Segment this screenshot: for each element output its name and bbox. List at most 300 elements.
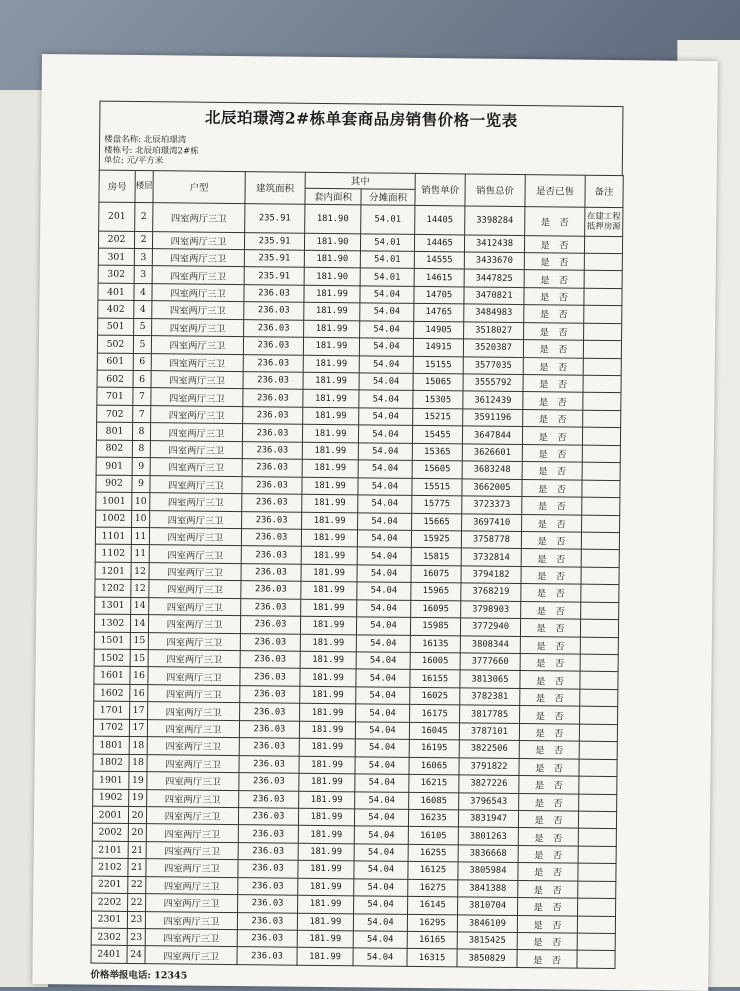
header-unit-price: 销售单价 xyxy=(415,173,465,206)
cell-price: 16165 xyxy=(407,931,457,949)
cell-total: 3813065 xyxy=(460,670,520,688)
document-meta xyxy=(99,132,623,175)
cell-sold: 是 否 xyxy=(518,898,578,916)
cell-room: 1502 xyxy=(94,649,130,667)
cell-floor: 6 xyxy=(133,353,151,371)
cell-total: 3798903 xyxy=(461,601,521,619)
cell-total: 3697410 xyxy=(462,513,522,531)
cell-floor: 22 xyxy=(128,876,146,894)
cell-total: 3398284 xyxy=(465,205,525,235)
cell-remark xyxy=(582,427,620,445)
unit-value: 元/平方米 xyxy=(126,155,164,167)
cell-total: 3768219 xyxy=(461,583,521,601)
cell-price: 16125 xyxy=(408,862,458,880)
cell-remark xyxy=(578,863,616,881)
cell-room: 301 xyxy=(98,248,134,266)
cell-shared: 54.04 xyxy=(354,809,408,827)
cell-inner: 181.99 xyxy=(304,303,360,321)
cell-inner: 181.99 xyxy=(302,425,358,443)
cell-total: 3626601 xyxy=(462,444,522,462)
cell-room: 602 xyxy=(97,370,133,388)
cell-price: 16295 xyxy=(407,914,457,932)
cell-inner: 181.99 xyxy=(300,634,356,652)
cell-area: 236.03 xyxy=(240,685,300,703)
cell-floor: 22 xyxy=(128,894,146,912)
cell-floor: 12 xyxy=(131,580,149,598)
cell-sold: 是 否 xyxy=(518,810,578,828)
cell-price: 15985 xyxy=(410,618,460,636)
cell-inner: 181.99 xyxy=(298,878,354,896)
cell-sold: 是 否 xyxy=(524,270,584,288)
cell-sold: 是 否 xyxy=(524,305,584,323)
cell-price: 16025 xyxy=(410,687,460,705)
cell-remark xyxy=(579,741,617,759)
cell-type: 四室两厅三卫 xyxy=(146,841,238,859)
cell-room: 401 xyxy=(98,283,134,301)
cell-floor: 4 xyxy=(134,301,152,319)
cell-type: 四室两厅三卫 xyxy=(149,597,241,615)
cell-total: 3683248 xyxy=(462,461,522,479)
cell-remark xyxy=(578,846,616,864)
cell-area: 236.03 xyxy=(242,476,302,494)
cell-area: 236.03 xyxy=(239,773,299,791)
cell-type: 四室两厅三卫 xyxy=(150,493,242,511)
cell-inner: 181.99 xyxy=(299,756,355,774)
cell-area: 236.03 xyxy=(242,459,302,477)
cell-shared: 54.04 xyxy=(359,390,413,408)
cell-floor: 16 xyxy=(130,667,148,685)
cell-type: 四室两厅三卫 xyxy=(146,894,238,912)
cell-shared: 54.04 xyxy=(356,687,410,705)
cell-type: 四室两厅三卫 xyxy=(153,202,245,232)
cell-sold: 是 否 xyxy=(520,636,580,654)
cell-remark xyxy=(578,811,616,829)
cell-room: 2202 xyxy=(92,893,128,911)
cell-area: 236.03 xyxy=(241,598,301,616)
cell-remark xyxy=(582,497,620,515)
cell-area: 236.03 xyxy=(244,302,304,320)
cell-room: 202 xyxy=(98,231,134,249)
cell-area: 236.03 xyxy=(237,912,297,930)
cell-remark xyxy=(584,236,622,254)
cell-type: 四室两厅三卫 xyxy=(151,388,243,406)
cell-area: 236.03 xyxy=(242,424,302,442)
cell-area: 236.03 xyxy=(243,337,303,355)
cell-area: 236.03 xyxy=(243,354,303,372)
cell-room: 2101 xyxy=(92,841,128,859)
cell-shared: 54.04 xyxy=(356,652,410,670)
cell-area: 236.03 xyxy=(241,581,301,599)
header-shared-area: 分摊面积 xyxy=(361,188,415,205)
cell-type: 四室两厅三卫 xyxy=(150,423,242,441)
cell-area: 236.03 xyxy=(241,529,301,547)
cell-area: 236.03 xyxy=(238,860,298,878)
cell-total: 3518027 xyxy=(464,322,524,340)
cell-room: 502 xyxy=(97,335,133,353)
cell-sold: 是 否 xyxy=(518,828,578,846)
cell-shared: 54.04 xyxy=(359,408,413,426)
cell-total: 3447825 xyxy=(464,269,524,287)
cell-total: 3822506 xyxy=(459,740,519,758)
cell-sold: 是 否 xyxy=(524,235,584,253)
cell-sold: 是 否 xyxy=(521,601,581,619)
cell-remark xyxy=(579,759,617,777)
cell-sold: 是 否 xyxy=(520,654,580,672)
cell-area: 236.03 xyxy=(238,842,298,860)
cell-floor: 14 xyxy=(130,615,148,633)
cell-shared: 54.04 xyxy=(358,443,412,461)
cell-type: 四室两厅三卫 xyxy=(151,371,243,389)
cell-price: 16045 xyxy=(409,722,459,740)
cell-total: 3831947 xyxy=(458,810,518,828)
cell-remark xyxy=(581,602,619,620)
cell-remark xyxy=(584,323,622,341)
table-body xyxy=(91,202,623,969)
cell-price: 15365 xyxy=(412,443,462,461)
project-value: 北辰珀璟湾 xyxy=(143,135,187,146)
cell-room: 2201 xyxy=(92,876,128,894)
cell-sold: 是 否 xyxy=(524,287,584,305)
cell-shared: 54.04 xyxy=(355,722,409,740)
cell-area: 236.03 xyxy=(237,930,297,948)
cell-price: 15215 xyxy=(413,408,463,426)
cell-shared: 54.04 xyxy=(354,861,408,879)
cell-area: 236.03 xyxy=(240,616,300,634)
cell-floor: 23 xyxy=(127,928,145,946)
cell-floor: 6 xyxy=(133,370,151,388)
cell-type: 四室两厅三卫 xyxy=(149,545,241,563)
cell-floor: 7 xyxy=(133,405,151,423)
cell-floor: 2 xyxy=(134,231,152,249)
cell-price: 15515 xyxy=(412,478,462,496)
cell-price: 16085 xyxy=(409,792,459,810)
cell-inner: 181.99 xyxy=(302,459,358,477)
cell-remark xyxy=(582,480,620,498)
cell-room: 1901 xyxy=(93,771,129,789)
cell-floor: 14 xyxy=(131,597,149,615)
cell-inner: 181.99 xyxy=(297,948,353,966)
cell-shared: 54.04 xyxy=(355,791,409,809)
cell-room: 2001 xyxy=(92,806,128,824)
cell-type: 四室两厅三卫 xyxy=(150,475,242,493)
cell-total: 3433670 xyxy=(464,252,524,270)
header-inner-area: 套内面积 xyxy=(305,188,361,205)
cell-area: 236.03 xyxy=(241,546,301,564)
cell-floor: 3 xyxy=(134,266,152,284)
cell-floor: 8 xyxy=(132,423,150,441)
cell-sold: 是 否 xyxy=(520,706,580,724)
cell-floor: 15 xyxy=(130,632,148,650)
cell-room: 2301 xyxy=(91,911,127,929)
cell-shared: 54.04 xyxy=(360,303,414,321)
cell-floor: 3 xyxy=(134,248,152,266)
cell-room: 1801 xyxy=(93,736,129,754)
cell-floor: 24 xyxy=(127,946,145,964)
cell-area: 236.03 xyxy=(238,808,298,826)
cell-price: 16235 xyxy=(408,809,458,827)
price-sheet-paper xyxy=(32,54,718,991)
cell-type: 四室两厅三卫 xyxy=(152,231,244,249)
cell-type: 四室两厅三卫 xyxy=(151,406,243,424)
cell-price: 14915 xyxy=(413,339,463,357)
cell-inner: 181.90 xyxy=(304,250,360,268)
cell-sold: 是 否 xyxy=(519,741,579,759)
cell-inner: 181.99 xyxy=(300,704,356,722)
cell-room: 1301 xyxy=(95,597,131,615)
cell-inner: 181.99 xyxy=(301,547,357,565)
cell-price: 16095 xyxy=(411,600,461,618)
cell-total: 3810704 xyxy=(458,897,518,915)
cell-area: 236.03 xyxy=(243,406,303,424)
cell-sold: 是 否 xyxy=(523,340,583,358)
cell-total: 3591196 xyxy=(463,409,523,427)
cell-remark xyxy=(581,532,619,550)
cell-area: 236.03 xyxy=(239,738,299,756)
cell-price: 14765 xyxy=(414,304,464,322)
cell-inner: 181.99 xyxy=(302,512,358,530)
cell-sold: 是 否 xyxy=(524,322,584,340)
cell-room: 402 xyxy=(98,300,134,318)
cell-price: 16105 xyxy=(408,827,458,845)
header-room: 房号 xyxy=(99,170,135,202)
cell-room: 1902 xyxy=(93,789,129,807)
cell-sold: 是 否 xyxy=(522,514,582,532)
cell-sold: 是 否 xyxy=(522,427,582,445)
cell-total: 3787101 xyxy=(459,723,519,741)
cell-remark xyxy=(580,672,618,690)
cell-remark xyxy=(578,881,616,899)
cell-area: 236.03 xyxy=(240,651,300,669)
cell-area: 236.03 xyxy=(237,947,297,965)
building-label: 楼栋号: xyxy=(103,145,133,156)
cell-price: 15775 xyxy=(412,495,462,513)
cell-shared: 54.04 xyxy=(355,774,409,792)
cell-price: 14465 xyxy=(414,234,464,252)
cell-total: 3836668 xyxy=(458,845,518,863)
cell-price: 15665 xyxy=(412,513,462,531)
cell-floor: 7 xyxy=(133,388,151,406)
cell-remark xyxy=(577,933,615,951)
document-title: 北辰珀璟湾2#栋单套商品房销售价格一览表 xyxy=(99,101,623,137)
cell-inner: 181.99 xyxy=(301,529,357,547)
cell-price: 16065 xyxy=(409,757,459,775)
cell-area: 235.91 xyxy=(244,232,304,250)
cell-floor: 9 xyxy=(132,458,150,476)
cell-remark xyxy=(579,724,617,742)
cell-remark xyxy=(580,619,618,637)
cell-total: 3805984 xyxy=(458,862,518,880)
header-floor: 楼层 xyxy=(135,170,153,202)
cell-sold: 是 否 xyxy=(523,409,583,427)
cell-inner: 181.99 xyxy=(302,477,358,495)
cell-shared: 54.04 xyxy=(357,565,411,583)
cell-price: 15155 xyxy=(413,356,463,374)
cell-sold: 是 否 xyxy=(520,671,580,689)
cell-floor: 15 xyxy=(130,649,148,667)
cell-price: 16075 xyxy=(411,565,461,583)
cell-room: 1001 xyxy=(96,492,132,510)
cell-room: 702 xyxy=(97,405,133,423)
cell-inner: 181.99 xyxy=(303,337,359,355)
cell-floor: 5 xyxy=(133,336,151,354)
cell-room: 901 xyxy=(96,457,132,475)
cell-inner: 181.99 xyxy=(298,826,354,844)
cell-room: 701 xyxy=(97,388,133,406)
cell-remark xyxy=(584,305,622,323)
cell-floor: 10 xyxy=(132,510,150,528)
building-value: 北辰珀璟湾2#栋 xyxy=(135,145,199,157)
cell-inner: 181.99 xyxy=(301,599,357,617)
cell-area: 236.03 xyxy=(242,511,302,529)
cell-sold: 是 否 xyxy=(517,915,577,933)
cell-floor: 18 xyxy=(129,737,147,755)
cell-shared: 54.01 xyxy=(360,233,414,251)
cell-floor: 9 xyxy=(132,475,150,493)
cell-sold: 是 否 xyxy=(522,444,582,462)
cell-room: 1602 xyxy=(94,684,130,702)
cell-shared: 54.04 xyxy=(358,425,412,443)
cell-floor: 20 xyxy=(128,806,146,824)
cell-total: 3808344 xyxy=(460,635,520,653)
cell-floor: 17 xyxy=(129,719,147,737)
cell-remark xyxy=(581,550,619,568)
cell-total: 3796543 xyxy=(459,792,519,810)
cell-shared: 54.04 xyxy=(357,547,411,565)
cell-room: 601 xyxy=(97,353,133,371)
cell-shared: 54.04 xyxy=(356,634,410,652)
cell-area: 235.91 xyxy=(244,250,304,268)
cell-floor: 11 xyxy=(131,545,149,563)
cell-room: 1701 xyxy=(94,701,130,719)
cell-room: 802 xyxy=(96,440,132,458)
cell-sold: 是 否 xyxy=(519,758,579,776)
cell-room: 1601 xyxy=(94,667,130,685)
cell-type: 四室两厅三卫 xyxy=(151,336,243,354)
cell-total: 3520387 xyxy=(463,339,523,357)
cell-floor: 21 xyxy=(128,859,146,877)
cell-price: 16275 xyxy=(408,879,458,897)
cell-area: 236.03 xyxy=(238,895,298,913)
cell-total: 3841388 xyxy=(458,880,518,898)
cell-sold: 是 否 xyxy=(521,549,581,567)
cell-total: 3612439 xyxy=(463,391,523,409)
cell-remark xyxy=(582,515,620,533)
cell-sold: 是 否 xyxy=(522,462,582,480)
cell-total: 3782381 xyxy=(460,688,520,706)
cell-total: 3791822 xyxy=(459,758,519,776)
cell-inner: 181.99 xyxy=(299,738,355,756)
cell-area: 236.03 xyxy=(238,877,298,895)
cell-floor: 5 xyxy=(134,318,152,336)
cell-price: 16255 xyxy=(408,844,458,862)
cell-inner: 181.99 xyxy=(299,721,355,739)
cell-sold: 是 否 xyxy=(523,392,583,410)
cell-sold: 是 否 xyxy=(523,357,583,375)
cell-shared: 54.04 xyxy=(354,844,408,862)
header-total-price: 销售总价 xyxy=(465,173,525,206)
cell-floor: 8 xyxy=(132,440,150,458)
cell-room: 201 xyxy=(99,202,135,231)
cell-sold: 是 否 xyxy=(518,863,578,881)
cell-remark xyxy=(583,393,621,411)
cell-type: 四室两厅三卫 xyxy=(150,440,242,458)
cell-inner: 181.99 xyxy=(303,407,359,425)
cell-remark xyxy=(578,829,616,847)
cell-sold: 是 否 xyxy=(520,619,580,637)
cell-remark xyxy=(584,271,622,289)
cell-room: 2302 xyxy=(91,928,127,946)
cell-area: 236.03 xyxy=(244,284,304,302)
cell-inner: 181.99 xyxy=(300,651,356,669)
cell-sold: 是 否 xyxy=(522,497,582,515)
cell-inner: 181.99 xyxy=(298,895,354,913)
cell-price: 16195 xyxy=(409,740,459,758)
cell-type: 四室两厅三卫 xyxy=(148,685,240,703)
cell-shared: 54.04 xyxy=(359,355,413,373)
cell-type: 四室两厅三卫 xyxy=(148,667,240,685)
cell-remark xyxy=(583,375,621,393)
cell-shared: 54.04 xyxy=(357,530,411,548)
cell-inner: 181.99 xyxy=(300,669,356,687)
cell-total: 3723373 xyxy=(462,496,522,514)
cell-type: 四室两厅三卫 xyxy=(146,807,238,825)
cell-price: 16155 xyxy=(410,670,460,688)
cell-type: 四室两厅三卫 xyxy=(149,528,241,546)
cell-inner: 181.99 xyxy=(299,791,355,809)
cell-room: 902 xyxy=(96,475,132,493)
cell-shared: 54.04 xyxy=(357,582,411,600)
cell-remark xyxy=(583,358,621,376)
cell-price: 15925 xyxy=(411,530,461,548)
cell-shared: 54.04 xyxy=(356,617,410,635)
cell-type: 四室两厅三卫 xyxy=(149,562,241,580)
cell-shared: 54.04 xyxy=(358,495,412,513)
cell-remark xyxy=(583,410,621,428)
cell-room: 2002 xyxy=(92,823,128,841)
price-table xyxy=(90,169,623,969)
cell-type: 四室两厅三卫 xyxy=(145,929,237,947)
cell-shared: 54.04 xyxy=(353,913,407,931)
cell-price: 16315 xyxy=(407,949,457,967)
cell-remark xyxy=(581,567,619,585)
cell-shared: 54.04 xyxy=(353,948,407,966)
cell-type: 四室两厅三卫 xyxy=(148,702,240,720)
cell-area: 235.91 xyxy=(245,203,305,233)
cell-sold: 是 否 xyxy=(521,566,581,584)
cell-price: 16175 xyxy=(410,705,460,723)
cell-area: 236.03 xyxy=(240,668,300,686)
cell-type: 四室两厅三卫 xyxy=(145,946,237,964)
cell-price: 14905 xyxy=(414,321,464,339)
cell-shared: 54.04 xyxy=(353,931,407,949)
cell-price: 16005 xyxy=(410,652,460,670)
cell-type: 四室两厅三卫 xyxy=(152,301,244,319)
cell-remark xyxy=(579,776,617,794)
cell-sold: 是 否 xyxy=(521,584,581,602)
cell-sold: 是 否 xyxy=(519,776,579,794)
cell-area: 236.03 xyxy=(240,703,300,721)
cell-area: 236.03 xyxy=(243,389,303,407)
cell-sold: 是 否 xyxy=(524,253,584,271)
cell-price: 16215 xyxy=(409,774,459,792)
cell-shared: 54.04 xyxy=(354,878,408,896)
cell-total: 3794182 xyxy=(461,566,521,584)
cell-remark: 在建工程抵押房源 xyxy=(585,207,623,236)
cell-floor: 19 xyxy=(129,789,147,807)
cell-price: 15065 xyxy=(413,373,463,391)
cell-total: 3555792 xyxy=(463,374,523,392)
cell-inner: 181.99 xyxy=(304,320,360,338)
